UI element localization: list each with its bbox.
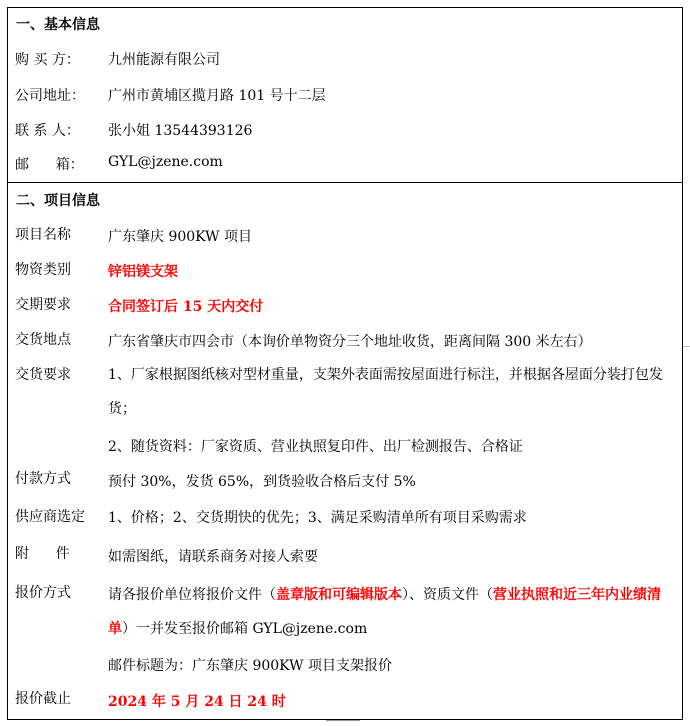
deadline-value: 2024 年 5 月 24 日 24 时 (108, 694, 286, 710)
edge-mark-bottom (326, 720, 360, 721)
supplier-selection-label: 供应商选定 (15, 509, 85, 525)
quote-highlight-2: 营业执照和近三年内业绩清单 (108, 587, 661, 637)
section-project-info-title: 二、项目信息 (16, 193, 100, 209)
project-name-value: 广东肇庆 900KW 项目 (108, 229, 252, 245)
section-divider (7, 182, 683, 183)
quote-text-3: ）一并发至报价邮箱 (122, 621, 253, 637)
delivery-place-label: 交货地点 (15, 332, 71, 348)
delivery-requirement-label: 交货要求 (15, 367, 71, 383)
quote-text-1: 请各报价单位将报价文件（ (108, 587, 276, 603)
quote-email-link[interactable]: GYL@jzene.com (252, 621, 368, 637)
quote-text-2: ）、资质文件（ (402, 587, 493, 603)
email-label: 邮 箱： (15, 157, 84, 173)
buyer-label: 购 买 方： (15, 52, 80, 68)
address-label: 公司地址： (15, 88, 85, 104)
address-value: 广州市黄埔区揽月路 101 号十二层 (108, 88, 326, 104)
mail-subject: 邮件标题为：广东肇庆 900KW 项目支架报价 (108, 658, 392, 674)
quote-method-label: 报价方式 (15, 585, 71, 601)
attachment-value: 如需图纸，请联系商务对接人索要 (108, 549, 318, 565)
contact-value: 张小姐 13544393126 (108, 123, 253, 139)
section-basic-info-title: 一、基本信息 (16, 17, 100, 33)
supplier-selection-value: 1、价格；2、交货期快的优先；3、满足采购清单所有项目采购需求 (108, 510, 527, 526)
payment-value: 预付 30%，发货 65%，到货验收合格后支付 5% (108, 474, 416, 490)
quote-highlight-1: 盖章版和可编辑版本 (276, 587, 402, 603)
edge-mark (683, 346, 690, 347)
delivery-period-value: 合同签订后 15 天内交付 (108, 299, 264, 315)
payment-label: 付款方式 (15, 471, 71, 487)
project-name-label: 项目名称 (15, 227, 71, 243)
attachment-label: 附 件 (15, 546, 70, 562)
delivery-place-value: 广东省肇庆市四会市（本询价单物资分三个地址收货，距离间隔 300 米左右） (108, 334, 592, 350)
material-label: 物资类别 (15, 262, 71, 278)
delivery-requirement-2: 2、随货资料：厂家资质、营业执照复印件、出厂检测报告、合格证 (108, 439, 523, 455)
contact-label: 联 系 人： (15, 123, 80, 139)
delivery-period-label: 交期要求 (15, 297, 71, 313)
delivery-requirement-1: 1、厂家根据图纸核对型材重量，支架外表面需按屋面进行标注，并根据各屋面分装打包发货； (108, 367, 663, 417)
deadline-label: 报价截止 (15, 691, 71, 707)
buyer-value: 九州能源有限公司 (108, 52, 220, 68)
material-value: 锌铝镁支架 (108, 264, 178, 280)
quote-method-value (108, 578, 678, 646)
email-value: GYL@jzene.com (108, 154, 223, 170)
